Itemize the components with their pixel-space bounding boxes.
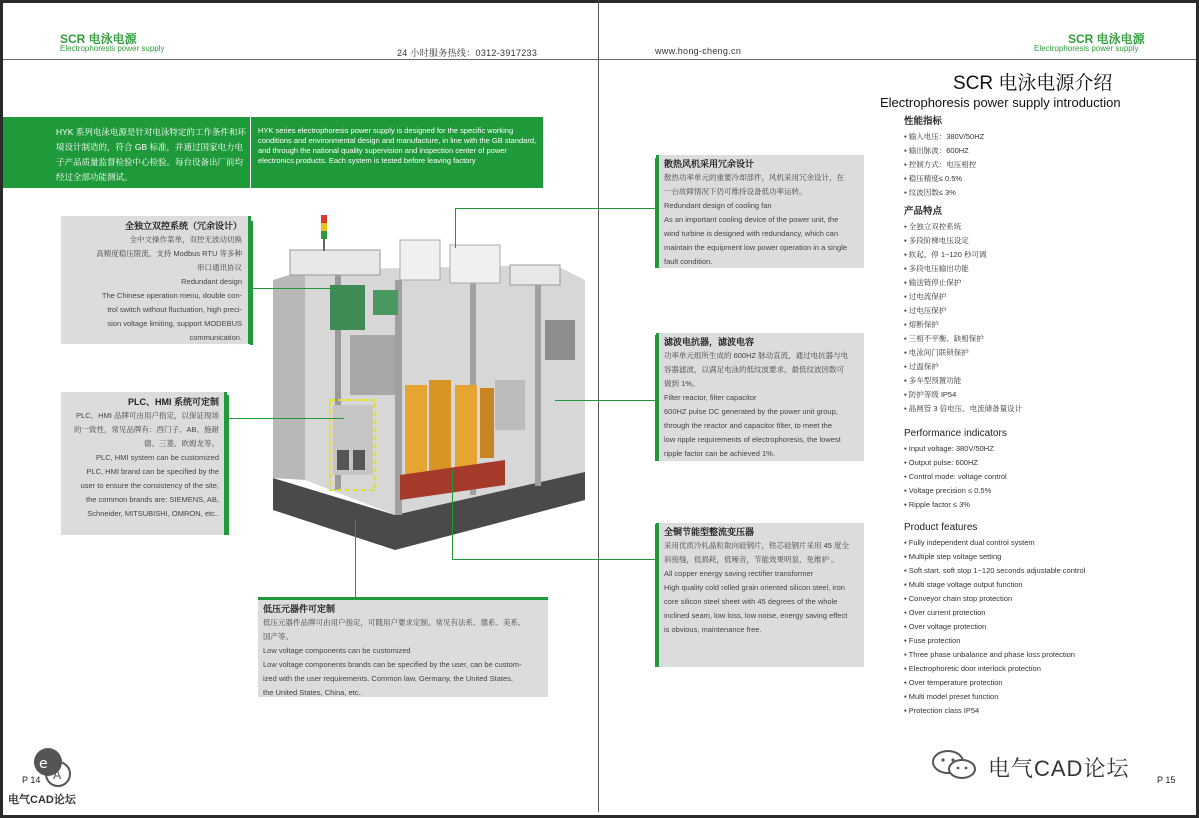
list-item: ▪ Protection class IP54 bbox=[904, 706, 980, 715]
callout-redundant-title: 全独立双控系统（冗余设计） bbox=[124, 221, 242, 231]
intro-text-cn: HYK 系列电泳电源是针对电泳特定的工作条件和环境设计制造的，符合 GB 标准，并通过国家电力电子产品质量监督检验中心检验。每台设备出厂前均经过全部功能测试。 bbox=[56, 127, 246, 182]
list-item: ▪ 过电压保护 bbox=[904, 306, 947, 315]
forum-watermark: 电气CAD论坛 bbox=[988, 756, 1130, 781]
list-item: ▪ 多车型预置功能 bbox=[904, 376, 962, 385]
page-number-left: P 14 bbox=[22, 775, 41, 785]
power-cabinet-illustration bbox=[255, 210, 585, 570]
list-item: ▪ 软起、停 1~120 秒可调 bbox=[904, 250, 987, 259]
list-item: ▪ 纹波因数≤ 3% bbox=[904, 188, 956, 197]
left-brand-subtitle: Electrophoresis power supply bbox=[60, 44, 165, 53]
list-item: ▪ 过电流保护 bbox=[904, 292, 947, 301]
list-item: ▪ Electrophoretic door interlock protection bbox=[904, 664, 1041, 673]
list-item: ▪ 输送链停止保护 bbox=[904, 278, 962, 287]
list-item: ▪ 输入电压：380V/50HZ bbox=[904, 132, 985, 141]
callout-transformer-title: 全铜节能型整流变压器 bbox=[664, 527, 755, 537]
list-item: ▪ 三相不平衡、缺相保护 bbox=[904, 334, 984, 343]
service-hotline: 24 小时服务热线：0312-3917233 bbox=[397, 48, 538, 58]
callout-fan-title: 散热风机采用冗余设计 bbox=[664, 159, 755, 169]
page-title-cn: SCR 电泳电源介绍 bbox=[953, 73, 1113, 94]
svg-text:A: A bbox=[53, 768, 62, 782]
list-item: ▪ 稳压精度≤ 0.5% bbox=[904, 174, 963, 183]
list-item: ▪ Fuse protection bbox=[904, 636, 961, 645]
perf-cn-heading: 性能指标 bbox=[904, 116, 943, 127]
connector-fan-horizontal bbox=[455, 208, 655, 209]
connector-lowvolt-vertical bbox=[355, 520, 356, 598]
list-item: ▪ Voltage precision ≤ 0.5% bbox=[904, 486, 992, 495]
feat-cn-heading: 产品特点 bbox=[904, 206, 943, 217]
list-item: ▪ 全独立双控系统 bbox=[904, 222, 962, 231]
list-item: ▪ 晶闸管 3 倍电压、电流储备量设计 bbox=[904, 404, 1023, 413]
list-item: ▪ Over temperature protection bbox=[904, 678, 1003, 687]
list-item: ▪ 电泳间门联锁保护 bbox=[904, 348, 969, 357]
wechat-icon bbox=[930, 748, 980, 782]
callout-filter: 滤波电抗器，滤波电容 功率单元组所生成的 600HZ 脉动直流，通过电抗器与电 容器滤波，以满足电泳的低纹波要求，最低纹波因数可 做到 1%。 Filter reactor, filter capacitor 600HZ pulse DC generated by the power unit group, through the reactor and capacitor filter, to meet the low ripple requirements of electrophoresis, the lowest ripple factor can be achieved 1%. bbox=[656, 333, 864, 461]
connector-plc-horizontal bbox=[229, 418, 344, 419]
spec-list bbox=[904, 114, 1164, 718]
page-title-en: Electrophoresis power supply introduction bbox=[880, 95, 1121, 110]
feat-en-heading: Product features bbox=[904, 522, 978, 533]
intro-text-en: HYK series electrophoresis power supply is designed for the specific working conditions and environmental design and manufacture, in line with the GB standard, and through the national quality supervision and inspection center of power electronics products. Each system is tested before leaving factory bbox=[258, 126, 537, 165]
left-header-rule bbox=[3, 59, 598, 60]
perf-en-heading: Performance indicators bbox=[904, 428, 1007, 439]
callout-cooling-fan: 散热风机采用冗余设计 散热功率单元的重要冷却部件，风机采用冗余设计，在 一台故障情况下仍可维持设备低功率运转。 Redundant design of cooling fan As an important cooling device of the power unit, the wind turbine is designed with redundancy, which can maintain the equipment low power operation in a single fault condition. bbox=[656, 155, 864, 268]
callout-plc-title: PLC、HMI 系统可定制 bbox=[128, 397, 219, 407]
list-item: ▪ 多段电压输出功能 bbox=[904, 264, 969, 273]
right-header-rule bbox=[599, 59, 1196, 60]
svg-text:e: e bbox=[39, 756, 48, 772]
callout-redundant-design: 全独立双控系统（冗余设计） 全中文操作菜单，双控无波动切换 高精度稳压限流，支持 Modbus RTU 等多种 串口通讯协议 Redundant design The Chinese operation menu, double con- trol switch without fluctuation, high preci- sion voltage limiting, support MODEBUS communication. bbox=[61, 216, 251, 344]
list-item: ▪ Input voltage: 380V/50HZ bbox=[904, 444, 994, 453]
list-item: ▪ Multi model preset function bbox=[904, 692, 999, 701]
callout-filter-title: 滤波电抗器，滤波电容 bbox=[664, 337, 755, 347]
list-item: ▪ 防护等级 IP54 bbox=[904, 390, 957, 399]
intro-divider bbox=[250, 117, 251, 188]
right-brand-title: SCR 电泳电源 bbox=[1068, 32, 1145, 46]
list-item: ▪ Over current protection bbox=[904, 608, 986, 617]
callout-lowvolt-title: 低压元器件可定制 bbox=[263, 604, 336, 614]
list-item: ▪ Soft start, soft stop 1~120 seconds adjustable control bbox=[904, 566, 1086, 575]
list-item: ▪ Over voltage protection bbox=[904, 622, 987, 631]
list-item: ▪ Output pulse: 600HZ bbox=[904, 458, 978, 467]
list-item: ▪ 控制方式：电压相控 bbox=[904, 160, 977, 169]
connector-filter-horizontal bbox=[555, 400, 655, 401]
list-item: ▪ Three phase unbalance and phase loss protection bbox=[904, 650, 1075, 659]
page-number-right: P 15 bbox=[1157, 775, 1176, 785]
list-item: ▪ Fully independent dual control system bbox=[904, 538, 1035, 547]
list-item: ▪ Control mode: voltage control bbox=[904, 472, 1007, 481]
list-item: ▪ 熔断保护 bbox=[904, 320, 939, 329]
list-item: ▪ Ripple factor ≤ 3% bbox=[904, 500, 970, 509]
list-item: ▪ Multiple step voltage setting bbox=[904, 552, 1002, 561]
logo-caption: 电气CAD论坛 bbox=[8, 794, 76, 806]
left-brand-title: SCR 电泳电源 bbox=[60, 32, 137, 46]
callout-plc-hmi: PLC、HMI 系统可定制 PLC、HMI 品牌可由用户指定，以保证现场 的一致性，常见品牌有：西门子、AB、施耐 德、三菱、欧姆龙等。 PLC, HMI system can be customized PLC, HMI brand can be specified by the user to ensure the consistency of the site, the common brands are: SIEMENS, AB, Schneider, MITSUBISHI, OMRON, etc.. bbox=[61, 392, 227, 535]
page-spine bbox=[598, 0, 599, 812]
list-item: ▪ Conveyor chain stop protection bbox=[904, 594, 1013, 603]
forum-logo-icon bbox=[30, 744, 74, 788]
list-item: ▪ 输出脉波：600HZ bbox=[904, 146, 969, 155]
callout-transformer: 全铜节能型整流变压器 采用优质冷轧晶粒取向硅钢片，铁芯硅钢片采用 45 度全 斜接缝，低损耗，低噪音，节能效果明显，免维护 。 All copper energy saving rectifier transformer High quality cold rolled grain oriented silicon steel, iron core silicon steel sheet with 45 degrees of the whole inclined seam, low loss, low noise, energy saving effect is obvious, maintenance free. bbox=[656, 523, 864, 667]
connector-redundant-horizontal bbox=[253, 288, 338, 289]
callout-low-voltage: 低压元器件可定制 低压元器件品牌可由用户指定，可随用户要求定制。常见有法系、德系、美系、 国产等。 Low voltage components can be customized Low voltage components brands can be specified by the user, can be custom- ized with the user requirements. Common law, Germany, the United States, the United States, China, etc.. bbox=[258, 597, 548, 697]
connector-transformer-drop bbox=[452, 470, 453, 560]
website-url: www.hong-cheng.cn bbox=[655, 46, 742, 56]
connector-fan-drop bbox=[455, 208, 456, 248]
list-item: ▪ 多段阶梯电压设定 bbox=[904, 236, 969, 245]
list-item: ▪ 过温保护 bbox=[904, 362, 939, 371]
list-item: ▪ Multi stage voltage output function bbox=[904, 580, 1023, 589]
right-brand-subtitle: Electrophoresis power supply bbox=[1034, 44, 1139, 53]
connector-transformer-horizontal bbox=[452, 559, 655, 560]
